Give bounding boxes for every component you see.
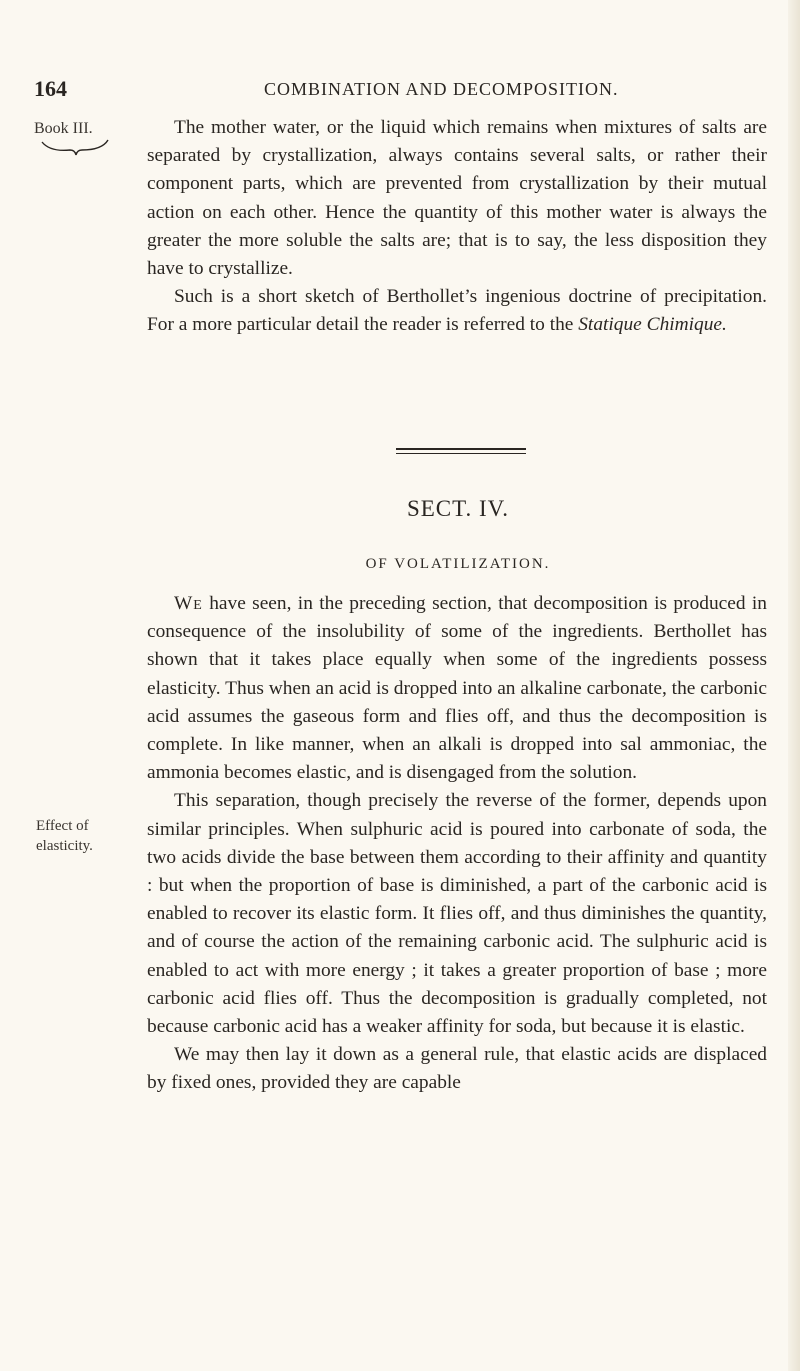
brace-ornament xyxy=(40,138,110,156)
paragraph-volatilization xyxy=(147,590,767,787)
page-number: 164 xyxy=(34,76,67,101)
bottom-text-block xyxy=(147,590,767,1098)
margin-note-effect-line1: Effect of xyxy=(36,818,89,834)
drop-word: We xyxy=(174,593,203,614)
top-text-block xyxy=(147,114,767,340)
paragraph-general-rule: We may then lay it down as a general rule, that elastic acids are displaced by fixed ones, provided they are capable xyxy=(147,1044,767,1094)
paragraph-summary-text: Such is a short sketch of Berthollet’s ingenious doctrine of precipitation. For a more particular detail the reader is referred to the xyxy=(147,286,767,336)
page-header xyxy=(34,76,774,106)
paragraph-separation: This separation, though precisely the reverse of the former, depends upon similar principles. When sulphuric acid is poured into carbonate of soda, the two acids divide the base between them according to their affinity and quantity : but when the proportion of base is diminished, a part of the carbonic acid is enabled to recover its elastic form. It flies off, and thus diminishes the quantity, and of course the action of the remaining carbonic acid. The sulphuric acid is enabled to act with more energy ; it takes a greater proportion of base ; more carbonic acid flies off. Thus the decomposition is gradually completed, not because carbonic acid has a weaker affinity for soda, but because it is elastic. xyxy=(147,790,767,1038)
paragraph-summary xyxy=(147,283,767,339)
paragraph-volatilization-text: have seen, in the preceding section, that decomposition is produced in consequence of the insolubility of some of the ingredients. Berthollet has shown that it takes place equally when some of the ingredients possess elasticity. Thus when an acid is dropped into an alkaline carbonate, the carbonic acid assumes the gaseous form and flies off, and thus the decomposition is complete. In like manner, when an alkali is dropped into sal ammoniac, the ammonia becomes elastic, and is disengaged from the solution. xyxy=(147,593,767,784)
italic-title: Statique Chimique. xyxy=(578,314,727,336)
section-subtitle: OF VOLATILIZATION. xyxy=(365,556,551,572)
margin-note-effect-line2: elasticity. xyxy=(36,838,93,854)
paragraph-mother-water: The mother water, or the liquid which remains when mixtures of salts are separated by crystallization, always contains several salts, or rather their component parts, which are prevented from crystallization by their mutual action on each other. Hence the quantity of this mother water is always the greater the more soluble the salts are; that is to say, the less disposition they have to crystallize. xyxy=(147,117,767,280)
page-edge xyxy=(788,0,800,1371)
margin-note-book: Book III. xyxy=(34,120,93,137)
section-divider xyxy=(396,448,526,454)
section-title: SECT. IV. xyxy=(406,496,510,521)
running-head: COMBINATION AND DECOMPOSITION. xyxy=(264,79,619,99)
margin-note-effect xyxy=(36,816,131,856)
